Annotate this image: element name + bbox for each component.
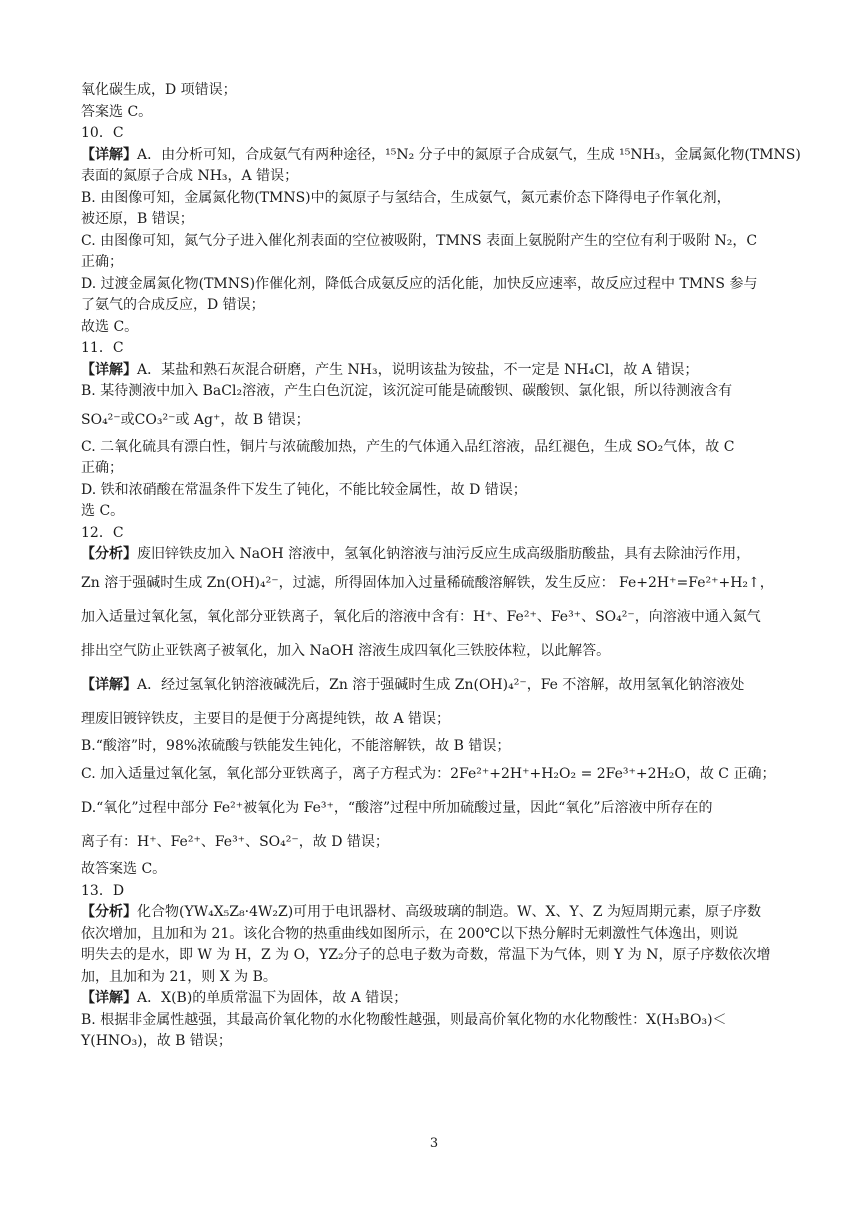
- section-tag: 【详解】: [81, 361, 137, 378]
- text-span: A．X(B)的单质常温下为固体，故 A 错误；: [137, 990, 408, 1006]
- section-tag: 【详解】: [81, 990, 137, 1006]
- text-span: A．经过氢氧化钠溶液碱洗后，Zn 溶于强碱时生成 Zn(OH)₄²⁻，Fe 不溶解，故用氢氧化钠溶液处: [137, 676, 745, 693]
- text-line: C. 由图像可知，氮气分子进入催化剂表面的空位被吸附，TMNS 表面上氨脱附产生的空位有利于吸附 N₂，C: [81, 232, 758, 249]
- text-line: 氧化碳生成，D 项错误；: [81, 82, 237, 98]
- text-line: 明失去的是水，即 W 为 H，Z 为 O，YZ₂分子的总电子数为奇数，常温下为气体，则 Y 为 N，原子序数依次增: [81, 947, 771, 963]
- text-span: 废旧锌铁皮加入 NaOH 溶液中，氢氧化钠溶液与油污反应生成高级脂肪酸盐，具有去除油污作用，: [137, 546, 751, 562]
- text-line: B.“酸溶”时，98%浓硫酸与铁能发生钝化，不能溶解铁，故 B 错误；: [81, 737, 511, 754]
- answer-text-body: [81, 80, 801, 1053]
- text-span: 化合物(YW₄X₅Z₈·4W₂Z)可用于电讯器材、高级玻璃的制造。W、X、Y、Z 为短周期元素，原子序数: [137, 904, 761, 920]
- question-number: 10．C: [81, 125, 124, 141]
- text-line: 了氨气的合成反应，D 错误；: [81, 297, 265, 313]
- text-line: Y(HNO₃)，故 B 错误；: [81, 1033, 232, 1049]
- formula-line: 加入适量过氧化氢，氧化部分亚铁离子，氧化后的溶液中含有：H⁺、Fe²⁺、Fe³⁺、SO₄²⁻，向溶液中通入氮气: [81, 608, 761, 625]
- formula-line: C. 加入适量过氧化氢，氧化部分亚铁离子，离子方程式为：2Fe²⁺+2H⁺+H₂O₂ = 2Fe³⁺+2H₂O，故 C 正确；: [81, 766, 776, 782]
- text-line: 依次增加，且加和为 21。该化合物的热重曲线如图所示，在 200℃以下热分解时无刺激性气体逸出，则说: [81, 925, 739, 942]
- text-line: B. 某待测液中加入 BaCl₂溶液，产生白色沉淀，该沉淀可能是硫酸钡、碳酸钡、氯化银，所以待测液含有: [81, 383, 733, 399]
- formula-line: D.“氧化”过程中部分 Fe²⁺被氧化为 Fe³⁺，“酸溶”过程中所加硫酸过量，因此“氧化”后溶液中所存在的: [81, 800, 713, 816]
- text-line: D. 铁和浓硝酸在常温条件下发生了钝化，不能比较金属性，故 D 错误；: [81, 481, 527, 498]
- text-line: C. 二氧化硫具有漂白性，铜片与浓硫酸加热，产生的气体通入品红溶液，品红褪色，生成 SO₂气体，故 C: [81, 438, 735, 455]
- question-number: 11．C: [81, 340, 124, 356]
- text-line: D. 过渡金属氮化物(TMNS)作催化剂，降低合成氨反应的活化能，加快反应速率，故反应过程中 TMNS 参与: [81, 275, 758, 292]
- text-line: B. 根据非金属性越强，其最高价氧化物的水化物酸性越强，则最高价氧化物的水化物酸性：X(H₃BO₃)＜: [81, 1011, 727, 1028]
- text-line: [81, 902, 793, 924]
- text-line: 故答案选 C。: [81, 861, 167, 877]
- text-line: 排出空气防止亚铁离子被氧化，加入 NaOH 溶液生成四氧化三铁胶体粒，以此解答。: [81, 642, 611, 659]
- text-line: [81, 988, 793, 1010]
- section-tag: 【详解】: [81, 146, 137, 163]
- formula-line: Zn 溶于强碱时生成 Zn(OH)₄²⁻，过滤，所得固体加入过量稀硫酸溶解铁，发生反应： Fe+2H⁺=Fe²⁺+H₂↑，: [81, 574, 774, 591]
- formula-line: [81, 668, 793, 702]
- question-number: 12．C: [81, 524, 124, 541]
- text-line: [81, 544, 793, 566]
- page-number: 3: [429, 1136, 439, 1151]
- text-line: 被还原，B 错误；: [81, 211, 194, 227]
- text-line: B. 由图像可知，金属氮化物(TMNS)中的氮原子与氢结合，生成氨气，氮元素价态下降得电子作氧化剂，: [81, 189, 731, 206]
- formula-line: 离子有：H⁺、Fe²⁺、Fe³⁺、SO₄²⁻，故 D 错误；: [81, 834, 389, 850]
- question-number: 13．D: [81, 882, 125, 899]
- text-line: 故选 C。: [81, 318, 139, 335]
- text-line: 选 C。: [81, 503, 125, 519]
- text-line: 表面的氮原子合成 NH₃，A 错误；: [81, 168, 299, 184]
- text-line: 正确；: [81, 460, 123, 476]
- text-span: A．由分析可知，合成氨气有两种途径，¹⁵N₂ 分子中的氮原子合成氨气，生成 ¹⁵NH₃，金属氮化物(TMNS): [137, 146, 801, 163]
- text-line: 正确；: [81, 254, 123, 270]
- text-line: [81, 360, 793, 382]
- text-line: 理废旧镀锌铁皮，主要目的是便于分离提纯铁，故 A 错误；: [81, 710, 451, 727]
- section-tag: 【分析】: [81, 546, 137, 562]
- text-line: 加，且加和为 21，则 X 为 B。: [81, 968, 277, 985]
- text-line: [81, 145, 801, 167]
- section-tag: 【详解】: [81, 676, 137, 693]
- section-tag: 【分析】: [81, 904, 137, 920]
- text-span: A．某盐和熟石灰混合研磨，产生 NH₃，说明该盐为铵盐，不一定是 NH₄Cl，故 A 错误；: [137, 361, 699, 378]
- text-line: 答案选 C。: [81, 103, 153, 120]
- formula-line: SO₄²⁻或CO₃²⁻或 Ag⁺，故 B 错误；: [81, 411, 310, 428]
